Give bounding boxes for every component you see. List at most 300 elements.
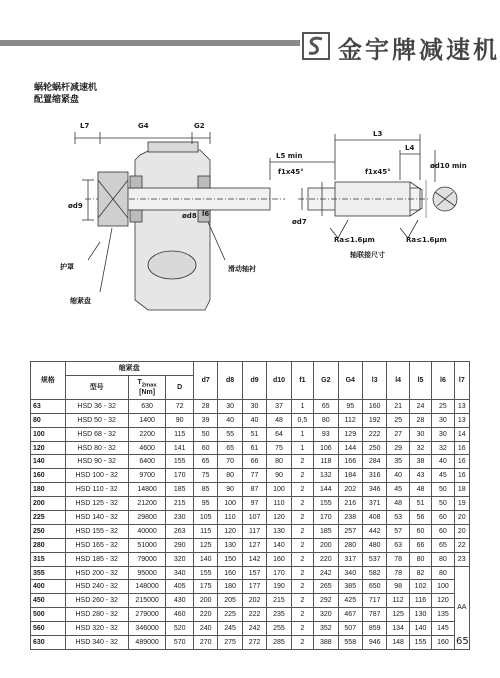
cell-l7: 22 [454,538,469,552]
table-row [31,483,470,497]
cell-l5: 102 [409,580,431,594]
section-title [34,82,97,106]
cell-l4: 48 [387,497,409,511]
chamfer-label-right: f1x45° [365,168,391,176]
cell-l5: 140 [409,622,431,636]
cell-D: 405 [166,580,194,594]
cell-t: 279000 [128,608,166,622]
cell-t: 215000 [128,594,166,608]
cell-l3: 408 [362,511,386,525]
cell-d8: 150 [218,552,242,566]
cell-d7: 85 [193,483,217,497]
cell-D: 460 [166,608,194,622]
cell-l3: 717 [362,594,386,608]
cell-d7: 50 [193,427,217,441]
cell-l4: 78 [387,566,409,580]
roughness-right: Ra≤1.6μm [406,236,447,244]
cell-model: HSD 140 - 32 [65,511,128,525]
cell-l6: 30 [432,413,454,427]
cell-f1: 2 [291,580,313,594]
cell-d10: 190 [267,580,291,594]
cell-l3: 222 [362,427,386,441]
cell-l5: 43 [409,469,431,483]
header-disc-group: 缩紧盘 [65,362,193,376]
cell-d8: 225 [218,608,242,622]
cell-d9: 127 [242,538,266,552]
cell-l3: 371 [362,497,386,511]
cell-l4: 40 [387,469,409,483]
label-shrink-disc: 缩紧盘 [70,297,91,305]
header-tmax [128,375,166,399]
cell-l6: 145 [432,622,454,636]
dim-d9: ød9 [68,202,83,210]
table-row [31,511,470,525]
cell-model: HSD 165 - 32 [65,538,128,552]
cell-d10: 160 [267,552,291,566]
cell-gauge: 160 [31,469,66,483]
cell-l4: 21 [387,399,409,413]
cell-d9: 222 [242,608,266,622]
cell-f1: 2 [291,608,313,622]
cell-l5: 24 [409,399,431,413]
technical-drawing [30,110,480,320]
cell-l6: 25 [432,399,454,413]
cell-l5: 130 [409,608,431,622]
cell-l3: 250 [362,441,386,455]
label-sliding-bush: 滑动轴衬 [228,265,256,273]
cell-d8: 205 [218,594,242,608]
cell-D: 290 [166,538,194,552]
cell-G4: 129 [338,427,362,441]
cell-l4: 98 [387,580,409,594]
cell-l4: 148 [387,636,409,650]
cell-l3: 946 [362,636,386,650]
table-row [31,636,470,650]
cell-G4: 558 [338,636,362,650]
cell-l7: 13 [454,399,469,413]
cell-model: HSD 320 - 32 [65,622,128,636]
cell-l6: 100 [432,580,454,594]
cell-d8: 110 [218,511,242,525]
cell-G2: 242 [314,566,338,580]
cell-d9: 142 [242,552,266,566]
header-d9: d9 [242,362,266,400]
cell-d8: 180 [218,580,242,594]
cell-d9: 242 [242,622,266,636]
cell-l3: 537 [362,552,386,566]
cell-model: HSD 110 - 32 [65,483,128,497]
cell-D: 570 [166,636,194,650]
cell-d7: 115 [193,524,217,538]
header-l7: l7 [454,362,469,400]
chamfer-label-left: f1x45° [278,168,304,176]
cell-l3: 284 [362,455,386,469]
brand-header [300,28,500,64]
cell-d10: 110 [267,497,291,511]
cell-d9: 30 [242,399,266,413]
table-row [31,580,470,594]
header-d10: d10 [267,362,291,400]
cell-l3: 859 [362,622,386,636]
cell-G2: 265 [314,580,338,594]
dim-L5min: L5 min [276,152,303,160]
cell-d10: 130 [267,524,291,538]
cell-f1: 1 [291,427,313,441]
cell-G4: 216 [338,497,362,511]
cell-gauge: 100 [31,427,66,441]
cell-f1: 2 [291,455,313,469]
cell-d9: 51 [242,427,266,441]
cell-f1: 2 [291,511,313,525]
cell-G2: 118 [314,455,338,469]
cell-l4: 45 [387,483,409,497]
table-row [31,413,470,427]
cell-t: 148000 [128,580,166,594]
cell-d9: 61 [242,441,266,455]
cell-gauge: 80 [31,413,66,427]
cell-d9: 117 [242,524,266,538]
cell-d7: 105 [193,511,217,525]
dim-L4: L4 [405,144,415,152]
cell-l7: 13 [454,413,469,427]
header-model: 型号 [65,375,128,399]
cell-d8: 65 [218,441,242,455]
cell-d10: 90 [267,469,291,483]
table-row [31,399,470,413]
cell-gauge: 315 [31,552,66,566]
cell-l4: 29 [387,441,409,455]
table-row [31,427,470,441]
header-tmax-sub: 2max [141,382,157,389]
header-gauge: 规格 [31,362,66,400]
header-d8: d8 [218,362,242,400]
table-row [31,594,470,608]
cell-l6: 135 [432,608,454,622]
cell-d7: 155 [193,566,217,580]
cell-d8: 275 [218,636,242,650]
cell-G2: 220 [314,552,338,566]
table-row [31,497,470,511]
cell-model: HSD 260 - 32 [65,594,128,608]
cell-d7: 95 [193,497,217,511]
cell-t: 630 [128,399,166,413]
cell-D: 215 [166,497,194,511]
cell-G2: 320 [314,608,338,622]
cell-d7: 200 [193,594,217,608]
cell-d7: 125 [193,538,217,552]
cell-d8: 40 [218,413,242,427]
cell-gauge: 63 [31,399,66,413]
cell-f1: 2 [291,622,313,636]
cell-l6: 40 [432,455,454,469]
cell-d7: 220 [193,608,217,622]
cell-G2: 155 [314,497,338,511]
label-shaft-dims: 轴联接尺寸 [350,251,385,259]
cell-G2: 80 [314,413,338,427]
header-l6: l6 [432,362,454,400]
cell-D: 263 [166,524,194,538]
cell-l7: 16 [454,455,469,469]
cell-D: 155 [166,455,194,469]
table-row [31,538,470,552]
cell-G4: 166 [338,455,362,469]
cell-f1: 1 [291,441,313,455]
cell-d8: 100 [218,497,242,511]
cell-l6: 50 [432,497,454,511]
header-tmax-main: T [137,379,142,387]
cell-l3: 480 [362,538,386,552]
drawing-svg [30,110,480,320]
cell-d10: 100 [267,483,291,497]
cell-gauge: 225 [31,511,66,525]
cell-l6: 120 [432,594,454,608]
cell-f1: 1 [291,399,313,413]
cell-d7: 140 [193,552,217,566]
cell-l4: 35 [387,455,409,469]
header-rule [0,40,300,46]
cell-G2: 132 [314,469,338,483]
cell-G2: 185 [314,524,338,538]
cell-l4: 57 [387,524,409,538]
cell-l4: 78 [387,552,409,566]
cell-D: 340 [166,566,194,580]
cell-gauge: 280 [31,538,66,552]
cell-l6: 50 [432,483,454,497]
cell-d8: 245 [218,622,242,636]
cell-G2: 65 [314,399,338,413]
cell-f1: 2 [291,594,313,608]
cell-l6: 32 [432,441,454,455]
cell-t: 95000 [128,566,166,580]
cell-f1: 2 [291,469,313,483]
cell-d9: 77 [242,469,266,483]
cell-d8: 160 [218,566,242,580]
cell-gauge: 180 [31,483,66,497]
cell-l4: 112 [387,594,409,608]
cell-d7: 39 [193,413,217,427]
cell-G4: 425 [338,594,362,608]
cell-D: 320 [166,552,194,566]
header-d7: d7 [193,362,217,400]
cell-d10: 37 [267,399,291,413]
cell-D: 90 [166,413,194,427]
cell-d9: 202 [242,594,266,608]
table-row [31,524,470,538]
header-G2: G2 [314,362,338,400]
cell-d8: 55 [218,427,242,441]
cell-l3: 316 [362,469,386,483]
cell-d10: 255 [267,622,291,636]
cell-l5: 80 [409,552,431,566]
cell-D: 430 [166,594,194,608]
cell-f1: 2 [291,524,313,538]
cell-model: HSD 155 - 32 [65,524,128,538]
cell-l5: 60 [409,524,431,538]
cell-D: 230 [166,511,194,525]
cell-G4: 507 [338,622,362,636]
cell-d7: 75 [193,469,217,483]
cell-G4: 340 [338,566,362,580]
cell-l7: 23 [454,552,469,566]
cell-aa: AA [454,566,469,649]
header-tmax-unit: [Nm] [139,388,156,396]
brand-name: 金宇牌减速机 [338,35,500,64]
roughness-left: Ra≤1.6μm [334,236,375,244]
cell-f1: 0,5 [291,413,313,427]
table-row [31,441,470,455]
cell-f1: 2 [291,497,313,511]
cell-gauge: 400 [31,580,66,594]
cell-d8: 130 [218,538,242,552]
cell-d8: 70 [218,455,242,469]
cell-l3: 650 [362,580,386,594]
cell-gauge: 450 [31,594,66,608]
cell-d7: 60 [193,441,217,455]
cell-l4: 53 [387,511,409,525]
cell-l5: 30 [409,427,431,441]
cell-l4: 63 [387,538,409,552]
cell-G4: 280 [338,538,362,552]
cell-D: 115 [166,427,194,441]
cell-l6: 80 [432,566,454,580]
dim-G4: G4 [138,122,149,130]
cell-d9: 66 [242,455,266,469]
cell-l3: 582 [362,566,386,580]
cell-l7: 20 [454,524,469,538]
cell-d10: 64 [267,427,291,441]
dim-G2: G2 [194,122,205,130]
header-l4: l4 [387,362,409,400]
cell-d10: 80 [267,455,291,469]
dim-d7: ød7 [292,218,307,226]
cell-d8: 90 [218,483,242,497]
cell-l5: 82 [409,566,431,580]
cell-l5: 116 [409,594,431,608]
cell-G2: 388 [314,636,338,650]
cell-t: 6400 [128,455,166,469]
cell-gauge: 120 [31,441,66,455]
cell-d9: 177 [242,580,266,594]
cell-model: HSD 200 - 32 [65,566,128,580]
cell-d8: 120 [218,524,242,538]
cell-gauge: 630 [31,636,66,650]
cell-D: 141 [166,441,194,455]
cell-l6: 30 [432,427,454,441]
cell-l6: 160 [432,636,454,650]
cell-t: 40000 [128,524,166,538]
cell-l5: 32 [409,441,431,455]
cell-G2: 292 [314,594,338,608]
cell-G4: 238 [338,511,362,525]
cell-model: HSD 68 - 32 [65,427,128,441]
table-row [31,552,470,566]
dim-L3: L3 [373,130,383,138]
cell-l7: 20 [454,511,469,525]
cell-model: HSD 340 - 32 [65,636,128,650]
cell-f1: 2 [291,538,313,552]
cell-t: 29800 [128,511,166,525]
dim-L7: L7 [80,122,90,130]
cell-f1: 2 [291,566,313,580]
cell-d9: 157 [242,566,266,580]
section-title-line2: 配置缩紧盘 [34,95,80,105]
spec-table [30,361,470,650]
cell-d10: 120 [267,511,291,525]
cell-f1: 2 [291,636,313,650]
cell-l7: 14 [454,427,469,441]
header-D: D [166,375,194,399]
cell-t: 14800 [128,483,166,497]
cell-d7: 65 [193,455,217,469]
cell-d10: 235 [267,608,291,622]
cell-G2: 170 [314,511,338,525]
cell-D: 72 [166,399,194,413]
cell-model: HSD 36 - 32 [65,399,128,413]
cell-l7: 18 [454,483,469,497]
cell-t: 9700 [128,469,166,483]
cell-l7: 16 [454,469,469,483]
cell-G4: 257 [338,524,362,538]
cell-l5: 28 [409,413,431,427]
cell-gauge: 355 [31,566,66,580]
table-row [31,455,470,469]
cell-f1: 2 [291,483,313,497]
cell-D: 520 [166,622,194,636]
cell-G4: 112 [338,413,362,427]
cell-model: HSD 280 - 32 [65,608,128,622]
cell-l3: 346 [362,483,386,497]
cell-l5: 66 [409,538,431,552]
cell-model: HSD 90 - 32 [65,455,128,469]
cell-d10: 285 [267,636,291,650]
cell-d9: 97 [242,497,266,511]
cell-d8: 30 [218,399,242,413]
table-row [31,566,470,580]
cell-l4: 125 [387,608,409,622]
cell-G4: 95 [338,399,362,413]
table-row [31,469,470,483]
cell-d9: 87 [242,483,266,497]
cell-d10: 75 [267,441,291,455]
cell-l4: 27 [387,427,409,441]
dim-d8: ød8 [182,212,197,220]
cell-d10: 140 [267,538,291,552]
cell-d7: 175 [193,580,217,594]
cell-gauge: 500 [31,608,66,622]
section-title-line1: 蜗轮蜗杆减速机 [34,83,98,93]
cell-model: HSD 100 - 32 [65,469,128,483]
header-G4: G4 [338,362,362,400]
header-l5: l5 [409,362,431,400]
cell-d7: 28 [193,399,217,413]
cell-t: 489000 [128,636,166,650]
cell-l6: 80 [432,552,454,566]
table-row [31,622,470,636]
cell-l4: 25 [387,413,409,427]
cell-model: HSD 50 - 32 [65,413,128,427]
cell-d9: 272 [242,636,266,650]
cell-G2: 352 [314,622,338,636]
cell-l7: 19 [454,497,469,511]
cell-l3: 192 [362,413,386,427]
cell-gauge: 560 [31,622,66,636]
label-shield: 护罩 [60,263,74,271]
page-number: 65 [456,636,469,647]
cell-t: 2200 [128,427,166,441]
header-l3: l3 [362,362,386,400]
cell-model: HSD 80 - 32 [65,441,128,455]
cell-t: 21200 [128,497,166,511]
